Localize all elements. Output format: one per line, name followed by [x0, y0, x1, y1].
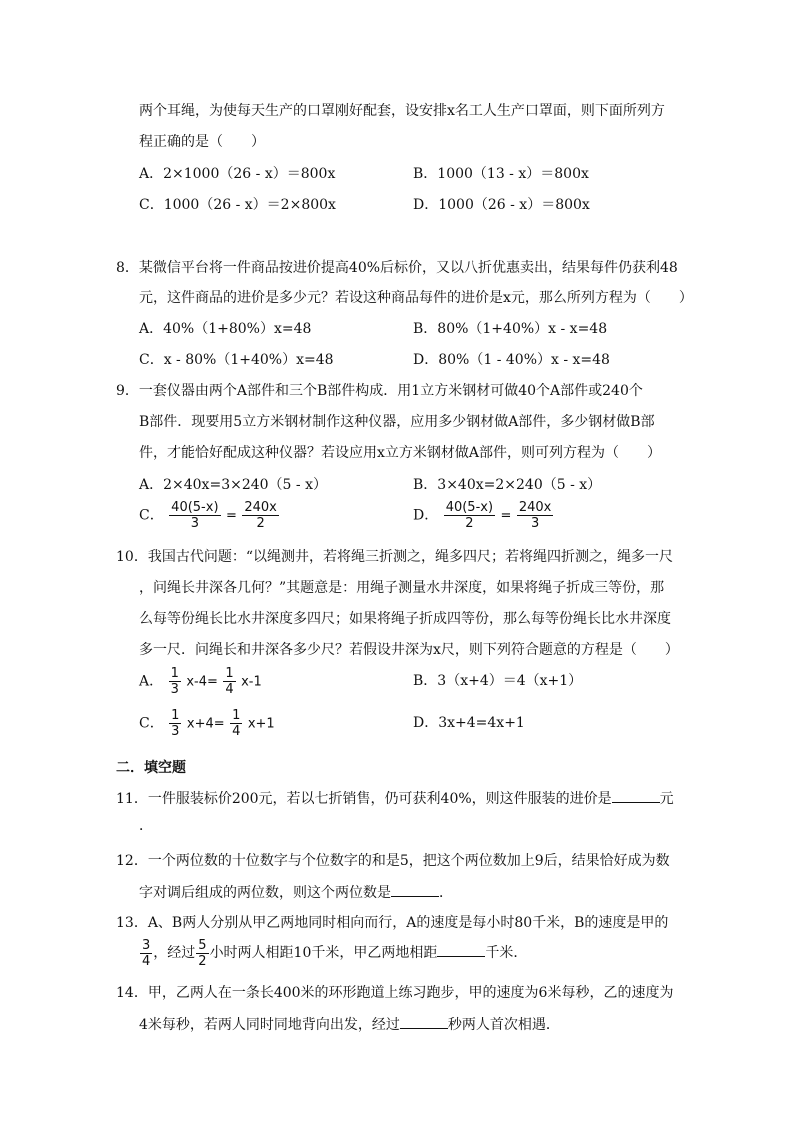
answer-blank[interactable] [612, 788, 660, 803]
fraction-numerator: 240x [244, 500, 277, 515]
q9-line1: 9．一套仪器由两个A部件和三个B部件构成．用1立方米钢材可做40个A部件或240个 [116, 383, 643, 399]
q9-option-c-fraction-right [242, 500, 279, 531]
q12-line1: 12．一个两位数的十位数字与个位数字的和是5，把这个两位数加上9后，结果恰好成为数 [116, 853, 670, 869]
fraction-denominator: 4 [232, 724, 241, 739]
fraction-denominator: 3 [190, 516, 199, 531]
fraction-denominator: 4 [225, 682, 234, 697]
q8-option-d: D．80%（1 - 40%）x - x=48 [413, 352, 610, 368]
q14-line2 [139, 1014, 560, 1035]
q14-text: 4米每秒，若两人同时同地背向出发，经过 [139, 1017, 400, 1033]
fraction-one-third [169, 708, 181, 739]
q10-line4: 多一尺．问绳长和井深各多少尺？若假设井深为x尺，则下列符合题意的方程是（ ） [139, 642, 679, 658]
q7-option-a: A．2×1000（26 - x）＝800x [139, 166, 336, 182]
fraction-three-quarters [140, 938, 152, 969]
q9-option-d-fraction-left [444, 500, 495, 531]
q10-line2: ，问绳长井深各几何？”其题意是：用绳子测量水井深度，如果将绳子折成三等份，那 [139, 580, 665, 596]
fraction-numerator: 1 [170, 666, 179, 681]
q9-option-d-label: D． [413, 507, 439, 524]
fraction-denominator: 3 [170, 682, 179, 697]
fraction-denominator: 4 [142, 953, 151, 969]
q9-line3: 件，才能恰好配成这种仪器？若设应用x立方米钢材做A部件，则可列方程为（ ） [139, 445, 662, 461]
q9-option-d-fraction-right [517, 500, 554, 531]
fraction-denominator: 2 [198, 953, 207, 969]
expression-end: x+1 [247, 716, 275, 732]
answer-blank[interactable] [437, 942, 485, 957]
fraction-numerator: 240x [518, 500, 552, 515]
fraction-numerator: 5 [198, 937, 207, 953]
q7-line1: 两个耳绳，为使每天生产的口罩刚好配套，设安排x名工人生产口罩面，则下面所列方 [139, 103, 665, 119]
q10-option-a-label: A． [139, 673, 164, 690]
q7-option-d: D．1000（26 - x）＝800x [413, 197, 590, 213]
fraction-denominator: 3 [530, 516, 540, 531]
q12-line2 [139, 882, 453, 903]
q14-line1: 14．甲，乙两人在一条长400米的环形跑道上练习跑步，甲的速度为6米每秒，乙的速度为 [116, 985, 674, 1001]
q13-line2 [139, 936, 527, 970]
q11-line2: ． [139, 818, 153, 834]
q9-option-c-label: C． [139, 507, 164, 524]
q7-option-c: C．1000（26 - x）＝2×800x [139, 197, 336, 213]
q8-line1: 8．某微信平台将一件商品按进价提高40%后标价，又以八折优惠卖出，结果每件仍获利48 [116, 260, 678, 276]
q13-text-end: 千米． [485, 945, 528, 961]
q10-option-d: D．3x+4=4x+1 [413, 715, 525, 731]
fraction-numerator: 1 [225, 666, 234, 681]
fraction-five-halves [196, 938, 208, 969]
q9-option-c [139, 500, 280, 531]
q9-option-a: A．2×40x=3×240（5 - x） [139, 477, 327, 493]
fraction-numerator: 40(5-x) [445, 500, 494, 515]
fraction-denominator: 2 [256, 516, 265, 531]
q9-line2: B部件．现要用5立方米钢材制作这种仪器，应用多少钢材做A部件，多少钢材做B部 [139, 414, 655, 430]
q13-line1: 13．A、B两人分别从甲乙两地同时相向而行，A的速度是每小时80千米，B的速度是甲的 [116, 915, 669, 931]
q11-text: 11．一件服装标价200元，若以七折销售，仍可获利40%，则这件服装的进价是 [116, 791, 612, 807]
q12-text: 字对调后组成的两位数，则这个两位数是 [139, 885, 391, 901]
q10-option-a [139, 666, 262, 697]
q7-line2: 程正确的是（ ） [139, 134, 265, 150]
q9-option-c-fraction-left [169, 500, 220, 531]
expression-middle: x-4= [186, 674, 218, 690]
fraction-numerator: 1 [232, 708, 241, 723]
q12-period: ． [439, 885, 453, 901]
q8-option-b: B．80%（1+40%）x - x=48 [413, 321, 608, 337]
q10-option-c-label: C． [139, 715, 164, 732]
q9-option-d [413, 500, 554, 531]
q10-line3: 么每等份绳长比水井深度多四尺；如果将绳子折成四等份，那么每等份绳长比水井深度 [139, 611, 671, 627]
q11-unit: 元 [659, 791, 674, 807]
q10-option-b: B．3（x+4）＝4（x+1） [413, 673, 583, 689]
q13-text-mid2: 小时两人相距10千米，甲乙两地相距 [209, 945, 438, 961]
fraction-denominator: 2 [465, 516, 474, 531]
q13-text-mid1: ，经过 [153, 945, 196, 961]
section-heading-fill-in: 二．填空题 [116, 760, 186, 776]
q7-option-b: B．1000（13 - x）＝800x [413, 166, 589, 182]
fraction-numerator: 3 [142, 937, 151, 953]
equals-sign: = [500, 508, 512, 524]
q14-text-end: 秒两人首次相遇． [447, 1017, 560, 1033]
expression-end: x-1 [241, 674, 262, 690]
fraction-denominator: 3 [171, 724, 180, 739]
q8-option-c: C．x - 80%（1+40%）x=48 [139, 352, 334, 368]
fraction-one-third [169, 666, 181, 697]
q10-option-c [139, 708, 275, 739]
equals-sign: = [225, 508, 237, 524]
expression-middle: x+4= [186, 716, 225, 732]
fraction-one-quarter [230, 708, 242, 739]
q8-line2: 元，这件商品的进价是多少元？若设这种商品每件的进价是x元，那么所列方程为（ ） [139, 290, 693, 306]
q11-line1 [116, 788, 674, 809]
answer-blank[interactable] [391, 882, 439, 897]
answer-blank[interactable] [400, 1014, 448, 1029]
fraction-one-quarter [223, 666, 235, 697]
fraction-numerator: 40(5-x) [171, 500, 219, 515]
q9-option-b: B．3×40x=2×240（5 - x） [413, 477, 602, 493]
fraction-numerator: 1 [171, 708, 180, 723]
q8-option-a: A．40%（1+80%）x=48 [139, 321, 312, 337]
q10-line1: 10．我国古代问题：“以绳测井，若将绳三折测之，绳多四尺；若将绳四折测之，绳多一尺 [116, 549, 673, 565]
